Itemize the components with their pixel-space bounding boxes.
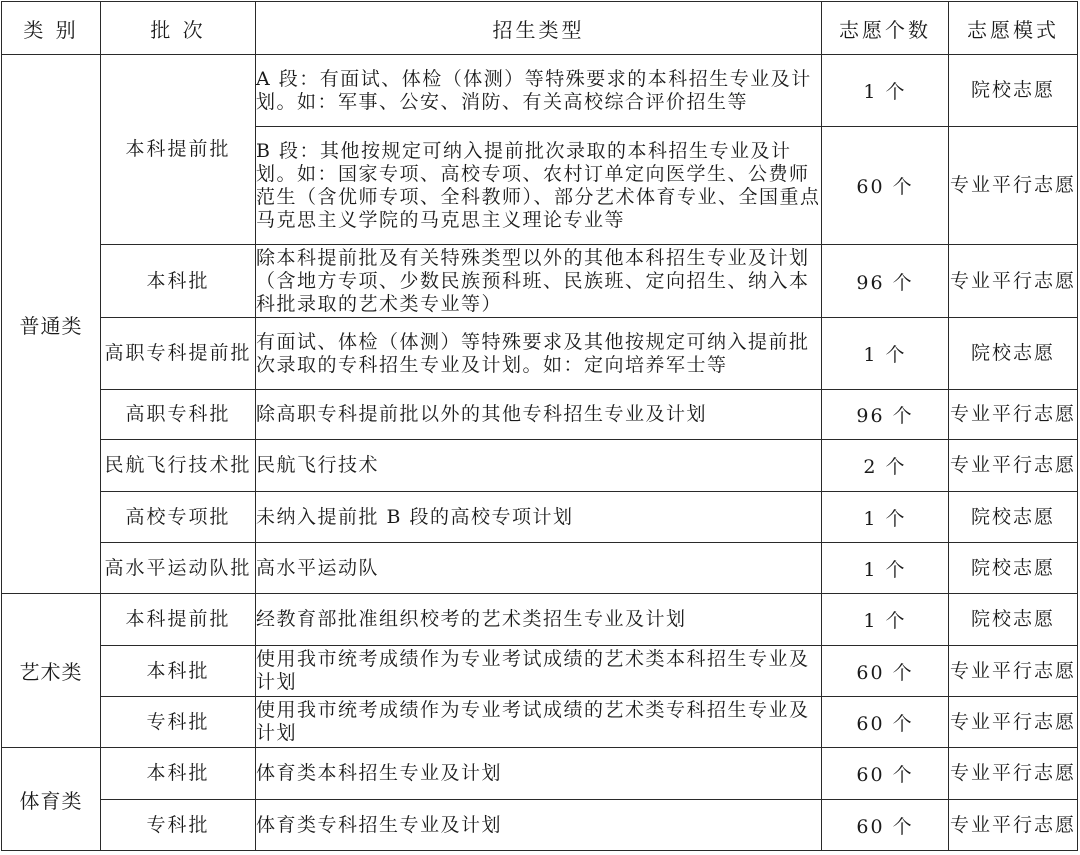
- header-category: 类 别: [2, 2, 101, 55]
- mode-cell: 专业平行志愿: [949, 697, 1078, 748]
- count-cell: 60 个: [822, 697, 949, 748]
- table-row: [2, 55, 1078, 127]
- type-cell: 民航飞行技术: [256, 440, 822, 492]
- count-cell: 1 个: [822, 594, 949, 646]
- type-cell: 使用我市统考成绩作为专业考试成绩的艺术类专科招生专业及计划: [256, 697, 822, 748]
- mode-cell: 专业平行志愿: [949, 748, 1078, 800]
- mode-cell: 院校志愿: [949, 543, 1078, 594]
- count-cell: 96 个: [822, 245, 949, 318]
- batch-cell: 本科提前批: [101, 594, 256, 646]
- count-cell: 1 个: [822, 543, 949, 594]
- header-row: [2, 2, 1078, 55]
- mode-cell: 专业平行志愿: [949, 440, 1078, 492]
- count-cell: 1 个: [822, 55, 949, 127]
- table-row: [2, 594, 1078, 646]
- count-cell: 96 个: [822, 390, 949, 440]
- table-row: [2, 440, 1078, 492]
- batch-cell: 民航飞行技术批: [101, 440, 256, 492]
- category-general: 普通类: [2, 55, 101, 594]
- batch-cell: 高职专科批: [101, 390, 256, 440]
- mode-cell: 院校志愿: [949, 318, 1078, 390]
- table-row: [2, 245, 1078, 318]
- mode-cell: 专业平行志愿: [949, 390, 1078, 440]
- batch-cell: 本科批: [101, 646, 256, 697]
- table-row: [2, 390, 1078, 440]
- batch-cell: 专科批: [101, 697, 256, 748]
- batch-cell: 本科提前批: [101, 55, 256, 245]
- header-count: 志愿个数: [822, 2, 949, 55]
- table-row: [2, 800, 1078, 851]
- table-row: [2, 748, 1078, 800]
- mode-cell: 专业平行志愿: [949, 245, 1078, 318]
- batch-cell: 高校专项批: [101, 492, 256, 543]
- type-cell: 经教育部批准组织校考的艺术类招生专业及计划: [256, 594, 822, 646]
- table-row: [2, 543, 1078, 594]
- table-row: [2, 697, 1078, 748]
- mode-cell: 专业平行志愿: [949, 800, 1078, 851]
- header-mode: 志愿模式: [949, 2, 1078, 55]
- mode-cell: 专业平行志愿: [949, 646, 1078, 697]
- count-cell: 60 个: [822, 800, 949, 851]
- mode-cell: 院校志愿: [949, 55, 1078, 127]
- type-cell: 高水平运动队: [256, 543, 822, 594]
- type-cell: A 段：有面试、体检（体测）等特殊要求的本科招生专业及计划。如：军事、公安、消防、有关高校综合评价招生等: [256, 55, 822, 127]
- count-cell: 60 个: [822, 646, 949, 697]
- type-cell: 除高职专科提前批以外的其他专科招生专业及计划: [256, 390, 822, 440]
- count-cell: 60 个: [822, 748, 949, 800]
- category-art: 艺术类: [2, 594, 101, 748]
- type-cell: 有面试、体检（体测）等特殊要求及其他按规定可纳入提前批次录取的专科招生专业及计划。如：定向培养军士等: [256, 318, 822, 390]
- header-batch: 批 次: [101, 2, 256, 55]
- table-row: [2, 318, 1078, 390]
- count-cell: 1 个: [822, 492, 949, 543]
- type-cell: 未纳入提前批 B 段的高校专项计划: [256, 492, 822, 543]
- type-cell: 使用我市统考成绩作为专业考试成绩的艺术类本科招生专业及计划: [256, 646, 822, 697]
- count-cell: 1 个: [822, 318, 949, 390]
- table-row: [2, 492, 1078, 543]
- count-cell: 2 个: [822, 440, 949, 492]
- batch-cell: 高水平运动队批: [101, 543, 256, 594]
- batch-cell: 高职专科提前批: [101, 318, 256, 390]
- mode-cell: 专业平行志愿: [949, 127, 1078, 245]
- count-cell: 60 个: [822, 127, 949, 245]
- type-cell: 除本科提前批及有关特殊类型以外的其他本科招生专业及计划（含地方专项、少数民族预科班、民族班、定向招生、纳入本科批录取的艺术类专业等）: [256, 245, 822, 318]
- category-sports: 体育类: [2, 748, 101, 851]
- batch-cell: 本科批: [101, 748, 256, 800]
- type-cell: 体育类本科招生专业及计划: [256, 748, 822, 800]
- mode-cell: 院校志愿: [949, 492, 1078, 543]
- admission-table: [1, 1, 1078, 851]
- mode-cell: 院校志愿: [949, 594, 1078, 646]
- header-type: 招生类型: [256, 2, 822, 55]
- type-cell: 体育类专科招生专业及计划: [256, 800, 822, 851]
- table-row: [2, 646, 1078, 697]
- type-cell: B 段：其他按规定可纳入提前批次录取的本科招生专业及计划。如：国家专项、高校专项、农村订单定向医学生、公费师范生（含优师专项、全科教师）、部分艺术体育专业、全国重点马克思主义学院的马克思主义理论专业等: [256, 127, 822, 245]
- batch-cell: 本科批: [101, 245, 256, 318]
- batch-cell: 专科批: [101, 800, 256, 851]
